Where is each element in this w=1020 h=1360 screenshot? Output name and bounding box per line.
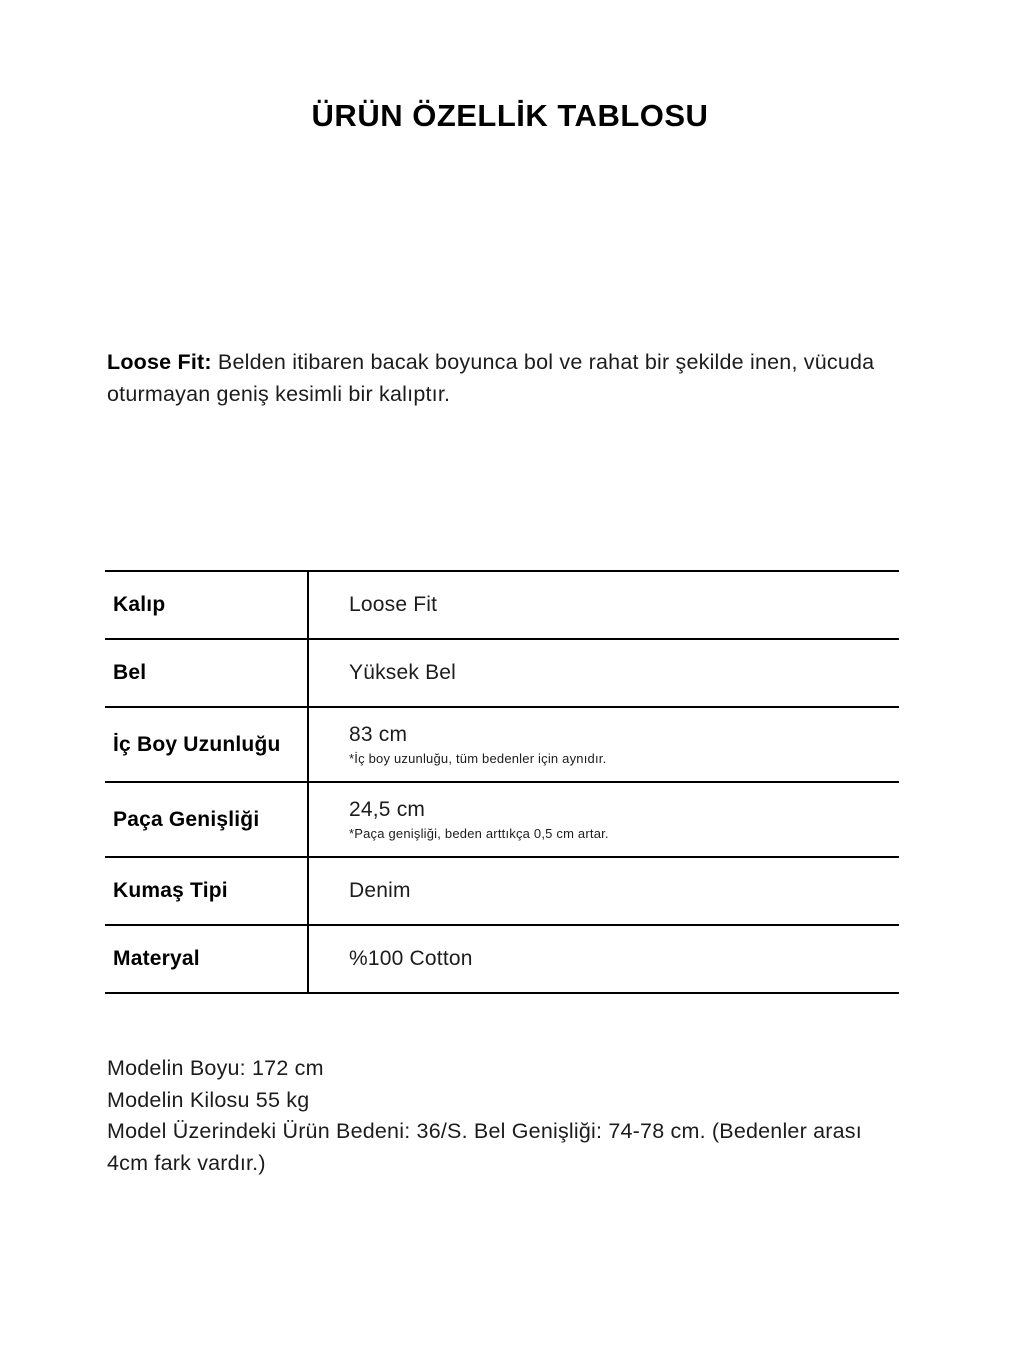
fit-description [107, 347, 892, 410]
spec-label: Bel [113, 661, 147, 684]
spec-row-ic-boy [105, 708, 899, 783]
spec-value-cell [307, 708, 899, 781]
spec-value-cell [307, 783, 899, 856]
spec-row-bel [105, 640, 899, 708]
spec-value: Loose Fit [349, 593, 438, 616]
spec-label: İç Boy Uzunluğu [113, 732, 281, 756]
spec-value: 24,5 cm [349, 798, 426, 821]
spec-value-cell [307, 858, 899, 924]
spec-table [105, 570, 899, 994]
fit-description-text: Belden itibaren bacak boyunca bol ve rahat bir şekilde inen, vücuda oturmayan geniş kesimli bir kalıptır. [107, 350, 875, 406]
spec-row-kumas [105, 858, 899, 926]
spec-row-kalip [105, 572, 899, 640]
spec-label: Kalıp [113, 593, 166, 616]
spec-note: *Paça genişliği, beden arttıkça 0,5 cm artar. [349, 826, 609, 841]
spec-note: *İç boy uzunluğu, tüm bedenler için aynıdır. [349, 751, 607, 766]
spec-row-materyal [105, 926, 899, 994]
model-info [107, 1053, 907, 1179]
spec-value-cell [307, 640, 899, 706]
model-info-size: Model Üzerindeki Ürün Bedeni: 36/S. Bel Genişliği: 74-78 cm. (Bedenler arası 4cm fark vardır.) [107, 1119, 862, 1175]
model-info-weight: Modelin Kilosu 55 kg [107, 1087, 310, 1112]
spec-value: Yüksek Bel [349, 661, 457, 684]
model-info-height: Modelin Boyu: 172 cm [107, 1056, 324, 1080]
spec-label: Kumaş Tipi [113, 879, 228, 902]
spec-label: Materyal [113, 947, 200, 970]
fit-description-label: Loose Fit: [107, 350, 212, 374]
spec-value: 83 cm [349, 723, 408, 746]
spec-row-paca [105, 783, 899, 858]
spec-label: Paça Genişliği [113, 807, 260, 831]
page-title: ÜRÜN ÖZELLİK TABLOSU [311, 98, 709, 133]
spec-value: Denim [349, 879, 411, 902]
spec-value-cell [307, 572, 899, 638]
spec-value-cell [307, 926, 899, 992]
spec-value: %100 Cotton [349, 947, 473, 970]
